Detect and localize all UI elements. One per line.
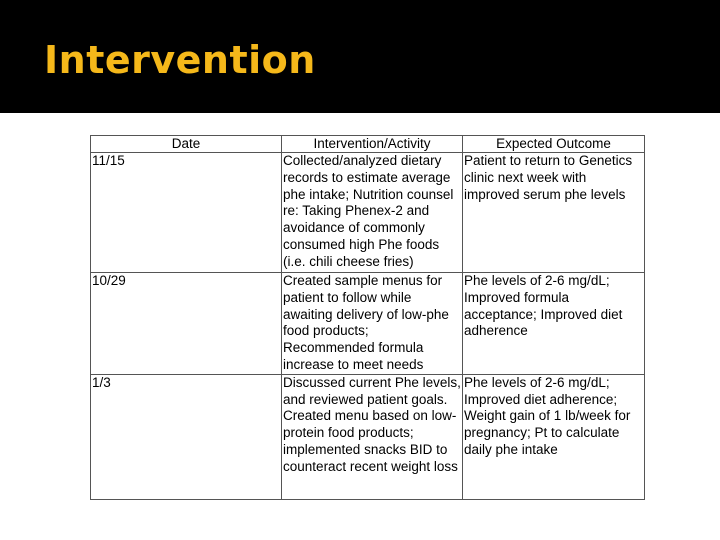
header-date: Date bbox=[91, 136, 282, 153]
title-bar bbox=[0, 0, 720, 113]
outcome-cell: Patient to return to Genetics clinic next week with improved serum phe levels bbox=[463, 153, 645, 273]
intervention-cell: Created sample menus for patient to follow while awaiting delivery of low-phe food products; Recommended formula increase to meet needs bbox=[282, 273, 463, 375]
date-cell: 10/29 bbox=[91, 273, 282, 375]
intervention-cell: Discussed current Phe levels, and reviewed patient goals. Created menu based on low- protein food products; implemented snacks BID to counteract recent weight loss bbox=[282, 374, 463, 499]
outcome-cell: Phe levels of 2-6 mg/dL; Improved formula acceptance; Improved diet adherence bbox=[463, 273, 645, 375]
outcome-cell: Phe levels of 2-6 mg/dL; Improved diet adherence; Weight gain of 1 lb/week for pregnancy; Pt to calculate daily phe intake bbox=[463, 374, 645, 499]
table-row bbox=[91, 273, 645, 375]
intervention-table bbox=[90, 135, 645, 500]
date-cell: 11/15 bbox=[91, 153, 282, 273]
date-cell: 1/3 bbox=[91, 374, 282, 499]
intervention-cell: Collected/analyzed dietary records to estimate average phe intake; Nutrition counsel re: Taking Phenex-2 and avoidance of commonly consumed high Phe foods (i.e. chili cheese fries) bbox=[282, 153, 463, 273]
table-row bbox=[91, 153, 645, 273]
table-row bbox=[91, 374, 645, 499]
header-outcome: Expected Outcome bbox=[463, 136, 645, 153]
header-intervention: Intervention/Activity bbox=[282, 136, 463, 153]
header-row bbox=[91, 136, 645, 153]
slide-title: Intervention bbox=[44, 38, 316, 82]
